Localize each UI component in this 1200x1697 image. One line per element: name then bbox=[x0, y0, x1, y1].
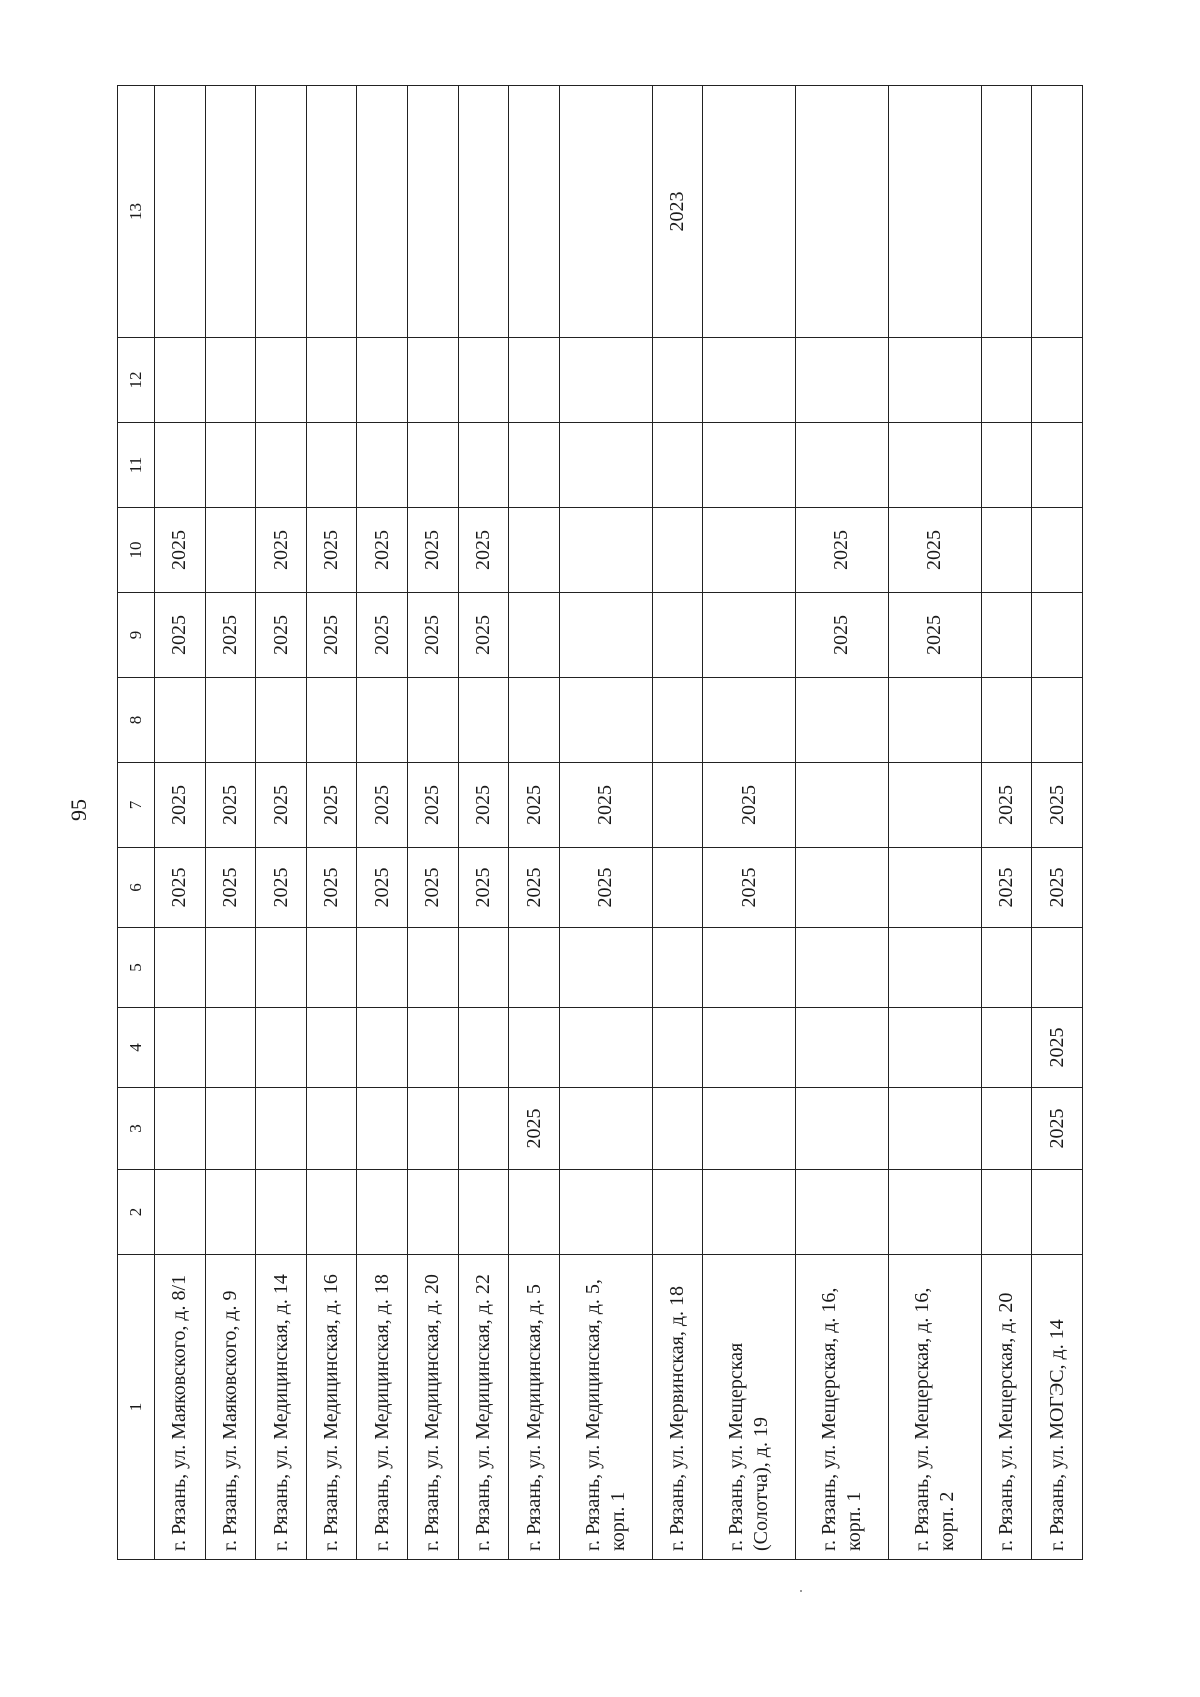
header-row bbox=[118, 86, 155, 1560]
address-cell: г. Рязань, ул. Медицинская, д. 16 bbox=[306, 1255, 357, 1560]
year-cell-col-8 bbox=[1032, 678, 1083, 763]
year-cell-col-11 bbox=[408, 423, 459, 508]
column-number-10: 10 bbox=[118, 508, 155, 593]
year-cell-col-3: 2025 bbox=[509, 1088, 560, 1170]
year-cell-col-10: 2025 bbox=[357, 508, 408, 593]
year-cell-col-6: 2025 bbox=[1032, 848, 1083, 928]
year-cell-col-10: 2025 bbox=[155, 508, 206, 593]
year-cell-col-12 bbox=[458, 338, 509, 423]
year-cell-col-8 bbox=[408, 678, 459, 763]
column-number-9: 9 bbox=[118, 593, 155, 678]
column-number-7: 7 bbox=[118, 763, 155, 848]
year-cell-col-10 bbox=[981, 508, 1032, 593]
year-cell-col-2 bbox=[1032, 1170, 1083, 1255]
table-row bbox=[357, 86, 408, 1560]
year-cell-col-2 bbox=[205, 1170, 256, 1255]
year-cell-col-6 bbox=[796, 848, 889, 928]
year-cell-col-10: 2025 bbox=[256, 508, 307, 593]
year-cell-col-10 bbox=[205, 508, 256, 593]
year-cell-col-8 bbox=[357, 678, 408, 763]
year-cell-col-2 bbox=[981, 1170, 1032, 1255]
year-cell-col-6: 2025 bbox=[155, 848, 206, 928]
table-row bbox=[652, 86, 703, 1560]
year-cell-col-2 bbox=[559, 1170, 652, 1255]
year-cell-col-6: 2025 bbox=[509, 848, 560, 928]
table-row bbox=[509, 86, 560, 1560]
table-row bbox=[205, 86, 256, 1560]
year-cell-col-11 bbox=[652, 423, 703, 508]
year-cell-col-12 bbox=[408, 338, 459, 423]
year-cell-col-5 bbox=[509, 928, 560, 1008]
scan-speck bbox=[800, 1590, 802, 1592]
year-cell-col-7: 2025 bbox=[1032, 763, 1083, 848]
year-cell-col-9: 2025 bbox=[256, 593, 307, 678]
table-row bbox=[981, 86, 1032, 1560]
column-number-13: 13 bbox=[118, 86, 155, 338]
year-cell-col-12 bbox=[155, 338, 206, 423]
year-cell-col-3 bbox=[357, 1088, 408, 1170]
year-cell-col-4 bbox=[306, 1008, 357, 1088]
year-cell-col-5 bbox=[703, 928, 796, 1008]
year-cell-col-3 bbox=[888, 1088, 981, 1170]
year-cell-col-3 bbox=[306, 1088, 357, 1170]
table-row bbox=[703, 86, 796, 1560]
year-cell-col-3 bbox=[652, 1088, 703, 1170]
year-cell-col-5 bbox=[796, 928, 889, 1008]
year-cell-col-2 bbox=[652, 1170, 703, 1255]
year-cell-col-2 bbox=[888, 1170, 981, 1255]
table-row bbox=[796, 86, 889, 1560]
address-cell: г. Рязань, ул. Медицинская, д. 20 bbox=[408, 1255, 459, 1560]
year-cell-col-8 bbox=[703, 678, 796, 763]
year-cell-col-2 bbox=[509, 1170, 560, 1255]
column-number-6: 6 bbox=[118, 848, 155, 928]
year-cell-col-5 bbox=[458, 928, 509, 1008]
year-cell-col-7: 2025 bbox=[981, 763, 1032, 848]
year-cell-col-10: 2025 bbox=[458, 508, 509, 593]
year-cell-col-7: 2025 bbox=[357, 763, 408, 848]
year-cell-col-8 bbox=[306, 678, 357, 763]
year-cell-col-9: 2025 bbox=[458, 593, 509, 678]
year-cell-col-8 bbox=[559, 678, 652, 763]
address-cell: г. Рязань, ул. Маяковского, д. 9 bbox=[205, 1255, 256, 1560]
year-cell-col-7: 2025 bbox=[306, 763, 357, 848]
year-cell-col-5 bbox=[256, 928, 307, 1008]
year-cell-col-7: 2025 bbox=[205, 763, 256, 848]
year-cell-col-12 bbox=[888, 338, 981, 423]
year-cell-col-6: 2025 bbox=[703, 848, 796, 928]
year-cell-col-12 bbox=[1032, 338, 1083, 423]
year-cell-col-8 bbox=[981, 678, 1032, 763]
year-cell-col-11 bbox=[559, 423, 652, 508]
table-row bbox=[256, 86, 307, 1560]
year-cell-col-12 bbox=[703, 338, 796, 423]
year-cell-col-4 bbox=[155, 1008, 206, 1088]
year-cell-col-9 bbox=[1032, 593, 1083, 678]
year-cell-col-8 bbox=[796, 678, 889, 763]
year-cell-col-7: 2025 bbox=[509, 763, 560, 848]
year-cell-col-7 bbox=[796, 763, 889, 848]
year-cell-col-7: 2025 bbox=[408, 763, 459, 848]
year-cell-col-5 bbox=[408, 928, 459, 1008]
year-cell-col-4: 2025 bbox=[1032, 1008, 1083, 1088]
year-cell-col-11 bbox=[256, 423, 307, 508]
column-number-5: 5 bbox=[118, 928, 155, 1008]
year-cell-col-9 bbox=[559, 593, 652, 678]
year-cell-col-4 bbox=[509, 1008, 560, 1088]
year-cell-col-3 bbox=[205, 1088, 256, 1170]
year-cell-col-5 bbox=[205, 928, 256, 1008]
year-cell-col-9: 2025 bbox=[408, 593, 459, 678]
year-cell-col-12 bbox=[509, 338, 560, 423]
year-cell-col-2 bbox=[256, 1170, 307, 1255]
address-cell: г. Рязань, ул. Медицинская, д. 18 bbox=[357, 1255, 408, 1560]
year-cell-col-13 bbox=[256, 86, 307, 338]
year-cell-col-10 bbox=[509, 508, 560, 593]
year-cell-col-4 bbox=[256, 1008, 307, 1088]
year-cell-col-6 bbox=[652, 848, 703, 928]
year-cell-col-11 bbox=[357, 423, 408, 508]
year-cell-col-11 bbox=[1032, 423, 1083, 508]
year-cell-col-12 bbox=[205, 338, 256, 423]
year-cell-col-12 bbox=[256, 338, 307, 423]
year-cell-col-13 bbox=[559, 86, 652, 338]
year-cell-col-12 bbox=[796, 338, 889, 423]
year-cell-col-6: 2025 bbox=[981, 848, 1032, 928]
year-cell-col-3 bbox=[559, 1088, 652, 1170]
year-cell-col-12 bbox=[981, 338, 1032, 423]
year-cell-col-4 bbox=[703, 1008, 796, 1088]
year-cell-col-5 bbox=[1032, 928, 1083, 1008]
table-body bbox=[118, 86, 1083, 1560]
table-row bbox=[408, 86, 459, 1560]
year-cell-col-2 bbox=[703, 1170, 796, 1255]
year-cell-col-13 bbox=[306, 86, 357, 338]
year-cell-col-6 bbox=[888, 848, 981, 928]
year-cell-col-10: 2025 bbox=[796, 508, 889, 593]
year-cell-col-13 bbox=[357, 86, 408, 338]
year-cell-col-13 bbox=[509, 86, 560, 338]
year-cell-col-13 bbox=[703, 86, 796, 338]
year-cell-col-13: 2023 bbox=[652, 86, 703, 338]
year-cell-col-13 bbox=[981, 86, 1032, 338]
year-cell-col-9 bbox=[509, 593, 560, 678]
year-cell-col-3 bbox=[408, 1088, 459, 1170]
year-cell-col-2 bbox=[155, 1170, 206, 1255]
page-number: 95 bbox=[66, 799, 91, 821]
column-number-11: 11 bbox=[118, 423, 155, 508]
column-number-1: 1 bbox=[118, 1255, 155, 1560]
year-cell-col-11 bbox=[205, 423, 256, 508]
column-number-3: 3 bbox=[118, 1088, 155, 1170]
year-cell-col-5 bbox=[981, 928, 1032, 1008]
year-cell-col-5 bbox=[155, 928, 206, 1008]
year-cell-col-10 bbox=[652, 508, 703, 593]
year-cell-col-12 bbox=[357, 338, 408, 423]
year-cell-col-8 bbox=[256, 678, 307, 763]
year-cell-col-8 bbox=[155, 678, 206, 763]
year-cell-col-9: 2025 bbox=[888, 593, 981, 678]
year-cell-col-11 bbox=[888, 423, 981, 508]
year-cell-col-13 bbox=[155, 86, 206, 338]
year-cell-col-4 bbox=[796, 1008, 889, 1088]
year-cell-col-13 bbox=[796, 86, 889, 338]
year-cell-col-6: 2025 bbox=[357, 848, 408, 928]
year-cell-col-4 bbox=[652, 1008, 703, 1088]
year-cell-col-9: 2025 bbox=[796, 593, 889, 678]
year-cell-col-3 bbox=[796, 1088, 889, 1170]
year-cell-col-6: 2025 bbox=[205, 848, 256, 928]
year-cell-col-8 bbox=[458, 678, 509, 763]
year-cell-col-7: 2025 bbox=[703, 763, 796, 848]
schedule-table bbox=[117, 85, 1083, 1560]
column-number-2: 2 bbox=[118, 1170, 155, 1255]
address-cell: г. Рязань, ул. Медицинская, д. 22 bbox=[458, 1255, 509, 1560]
table-row bbox=[559, 86, 652, 1560]
year-cell-col-11 bbox=[981, 423, 1032, 508]
year-cell-col-9: 2025 bbox=[306, 593, 357, 678]
year-cell-col-3 bbox=[703, 1088, 796, 1170]
year-cell-col-4 bbox=[981, 1008, 1032, 1088]
year-cell-col-7: 2025 bbox=[256, 763, 307, 848]
table-row bbox=[458, 86, 509, 1560]
year-cell-col-5 bbox=[559, 928, 652, 1008]
year-cell-col-8 bbox=[205, 678, 256, 763]
year-cell-col-3 bbox=[981, 1088, 1032, 1170]
year-cell-col-9 bbox=[703, 593, 796, 678]
year-cell-col-6: 2025 bbox=[408, 848, 459, 928]
year-cell-col-10: 2025 bbox=[888, 508, 981, 593]
year-cell-col-10 bbox=[1032, 508, 1083, 593]
year-cell-col-5 bbox=[888, 928, 981, 1008]
year-cell-col-12 bbox=[559, 338, 652, 423]
column-number-8: 8 bbox=[118, 678, 155, 763]
year-cell-col-6: 2025 bbox=[559, 848, 652, 928]
year-cell-col-6: 2025 bbox=[256, 848, 307, 928]
year-cell-col-10 bbox=[703, 508, 796, 593]
year-cell-col-11 bbox=[509, 423, 560, 508]
rotated-table-container bbox=[117, 86, 1083, 1560]
year-cell-col-10: 2025 bbox=[306, 508, 357, 593]
year-cell-col-8 bbox=[652, 678, 703, 763]
year-cell-col-11 bbox=[458, 423, 509, 508]
year-cell-col-6: 2025 bbox=[458, 848, 509, 928]
year-cell-col-3 bbox=[256, 1088, 307, 1170]
address-cell: г. Рязань, ул. Маяковского, д. 8/1 bbox=[155, 1255, 206, 1560]
year-cell-col-10 bbox=[559, 508, 652, 593]
year-cell-col-13 bbox=[205, 86, 256, 338]
address-cell: г. Рязань, ул. Мервинская, д. 18 bbox=[652, 1255, 703, 1560]
year-cell-col-10: 2025 bbox=[408, 508, 459, 593]
year-cell-col-4 bbox=[559, 1008, 652, 1088]
address-cell: г. Рязань, ул. Медицинская, д. 5, корп. 1 bbox=[559, 1255, 652, 1560]
year-cell-col-3: 2025 bbox=[1032, 1088, 1083, 1170]
year-cell-col-2 bbox=[796, 1170, 889, 1255]
year-cell-col-7: 2025 bbox=[458, 763, 509, 848]
year-cell-col-5 bbox=[306, 928, 357, 1008]
year-cell-col-5 bbox=[357, 928, 408, 1008]
year-cell-col-2 bbox=[357, 1170, 408, 1255]
address-cell: г. Рязань, ул. Мещерская, д. 16, корп. 2 bbox=[888, 1255, 981, 1560]
year-cell-col-13 bbox=[888, 86, 981, 338]
year-cell-col-4 bbox=[205, 1008, 256, 1088]
table-row bbox=[1032, 86, 1083, 1560]
year-cell-col-8 bbox=[888, 678, 981, 763]
year-cell-col-11 bbox=[703, 423, 796, 508]
table-row bbox=[155, 86, 206, 1560]
table-row bbox=[306, 86, 357, 1560]
year-cell-col-13 bbox=[408, 86, 459, 338]
column-number-4: 4 bbox=[118, 1008, 155, 1088]
year-cell-col-9 bbox=[652, 593, 703, 678]
year-cell-col-4 bbox=[458, 1008, 509, 1088]
address-cell: г. Рязань, ул. Медицинская, д. 14 bbox=[256, 1255, 307, 1560]
year-cell-col-6: 2025 bbox=[306, 848, 357, 928]
year-cell-col-11 bbox=[155, 423, 206, 508]
address-cell: г. Рязань, ул. Мещерская, д. 16, корп. 1 bbox=[796, 1255, 889, 1560]
year-cell-col-4 bbox=[408, 1008, 459, 1088]
year-cell-col-13 bbox=[1032, 86, 1083, 338]
year-cell-col-4 bbox=[888, 1008, 981, 1088]
column-number-12: 12 bbox=[118, 338, 155, 423]
year-cell-col-9: 2025 bbox=[155, 593, 206, 678]
year-cell-col-9: 2025 bbox=[357, 593, 408, 678]
table-row bbox=[888, 86, 981, 1560]
year-cell-col-7: 2025 bbox=[155, 763, 206, 848]
year-cell-col-12 bbox=[652, 338, 703, 423]
year-cell-col-2 bbox=[458, 1170, 509, 1255]
year-cell-col-9 bbox=[981, 593, 1032, 678]
year-cell-col-3 bbox=[155, 1088, 206, 1170]
year-cell-col-5 bbox=[652, 928, 703, 1008]
year-cell-col-11 bbox=[796, 423, 889, 508]
year-cell-col-2 bbox=[408, 1170, 459, 1255]
year-cell-col-9: 2025 bbox=[205, 593, 256, 678]
year-cell-col-7 bbox=[652, 763, 703, 848]
address-cell: г. Рязань, ул. МОГЭС, д. 14 bbox=[1032, 1255, 1083, 1560]
year-cell-col-13 bbox=[458, 86, 509, 338]
year-cell-col-7 bbox=[888, 763, 981, 848]
address-cell: г. Рязань, ул. Мещерская (Солотча), д. 19 bbox=[703, 1255, 796, 1560]
year-cell-col-3 bbox=[458, 1088, 509, 1170]
year-cell-col-11 bbox=[306, 423, 357, 508]
year-cell-col-12 bbox=[306, 338, 357, 423]
year-cell-col-4 bbox=[357, 1008, 408, 1088]
year-cell-col-7: 2025 bbox=[559, 763, 652, 848]
address-cell: г. Рязань, ул. Мещерская, д. 20 bbox=[981, 1255, 1032, 1560]
year-cell-col-2 bbox=[306, 1170, 357, 1255]
address-cell: г. Рязань, ул. Медицинская, д. 5 bbox=[509, 1255, 560, 1560]
year-cell-col-8 bbox=[509, 678, 560, 763]
